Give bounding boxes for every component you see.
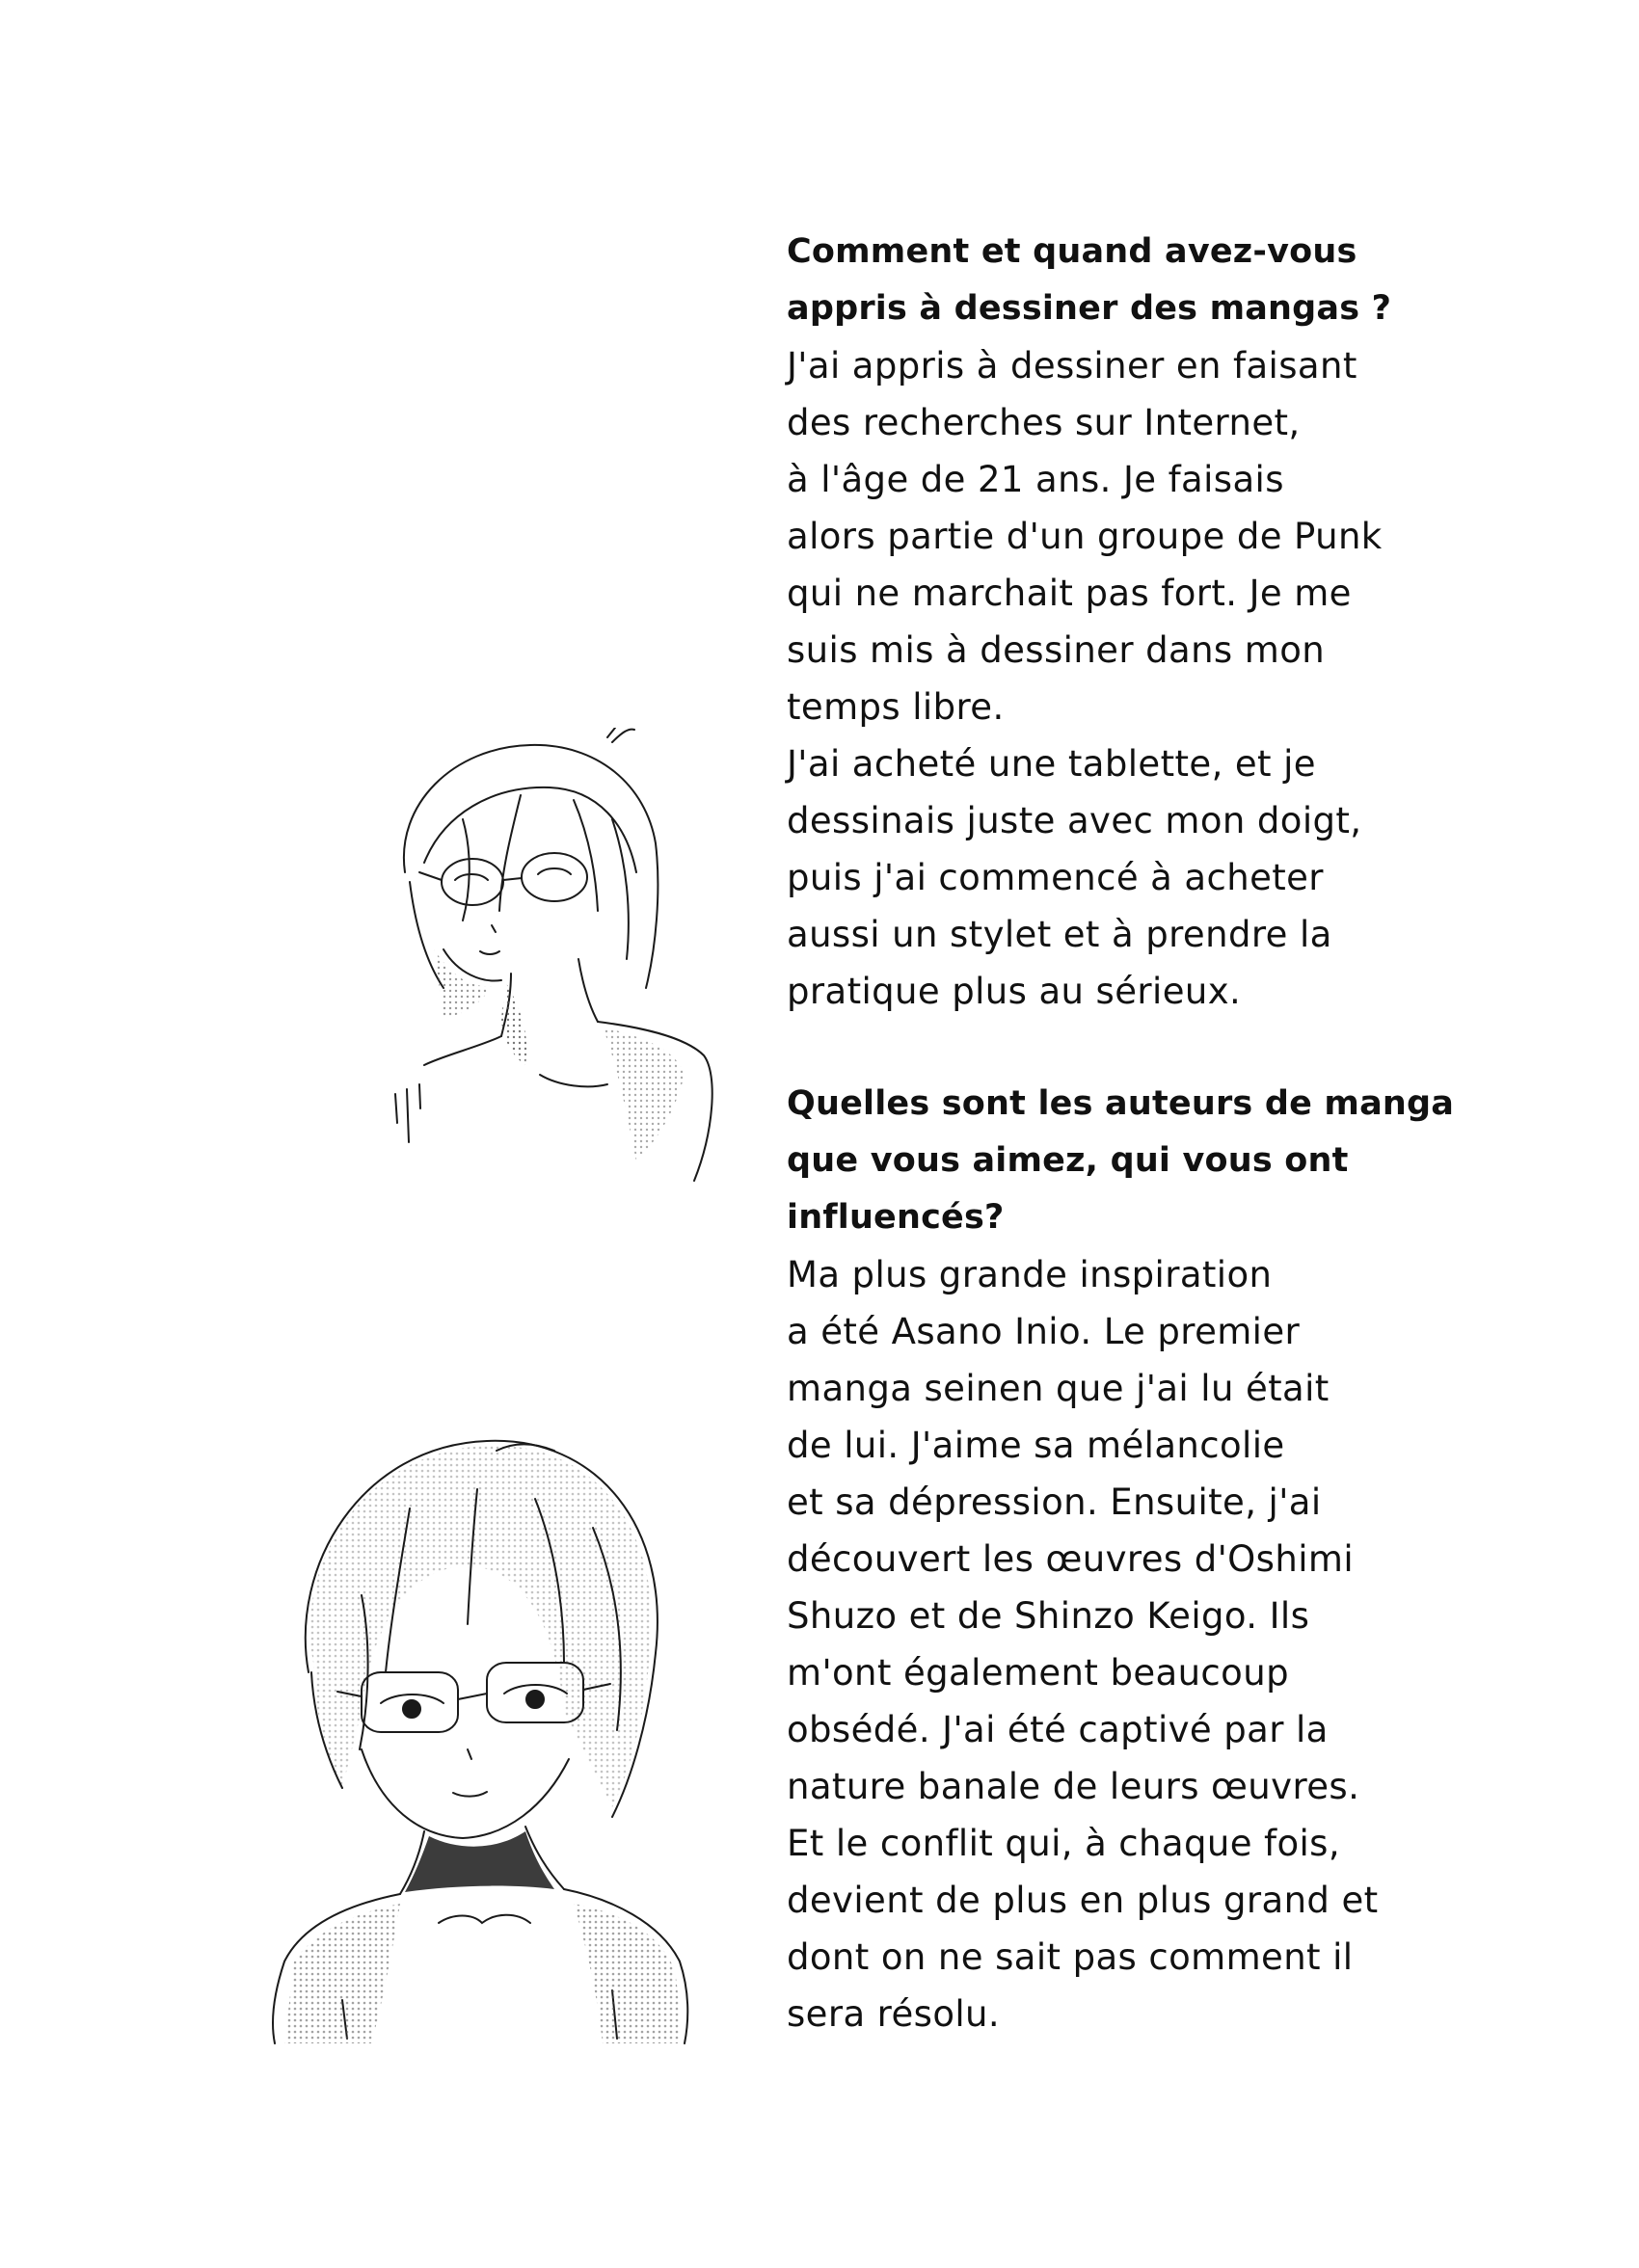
girl-portrait-sketch-icon	[366, 728, 733, 1229]
qa-block-2	[787, 1076, 1462, 2042]
question-2: Quelles sont les auteurs de manga que vous aimez, qui vous ont influencés?	[787, 1084, 1455, 1237]
illustration-portrait-1	[366, 728, 733, 1229]
interview-text	[787, 224, 1462, 2042]
answer-2: Ma plus grande inspiration a été Asano Inio. Le premier manga seinen que j'ai lu était de lui. J'aime sa mélancolie et sa dépression. Ensuite, j'ai découvert les œuvres d'Oshimi Shuzo et de Shinzo Keigo. Ils m'ont également beaucoup obsédé. J'ai été captivé par la nature banale de leurs œuvres. Et le conflit qui, à chaque fois, devient de plus en plus grand et dont on ne sait pas comment il sera résolu.	[787, 1254, 1379, 2035]
answer-1: J'ai appris à dessiner en faisant des recherches sur Internet, à l'âge de 21 ans. Je faisais alors partie d'un groupe de Punk qui ne marchait pas fort. Je me suis mis à dessiner dans mon temps libre. J'ai acheté une tablette, et je dessinais juste avec mon doigt, puis j'ai commencé à acheter aussi un stylet et à prendre la pratique plus au sérieux.	[787, 345, 1383, 1012]
question-1: Comment et quand avez-vous appris à dessiner des mangas ?	[787, 232, 1392, 328]
girl-portrait-sketch-icon	[246, 1422, 713, 2048]
illustration-portrait-2	[246, 1422, 713, 2048]
qa-block-1	[787, 224, 1462, 1020]
